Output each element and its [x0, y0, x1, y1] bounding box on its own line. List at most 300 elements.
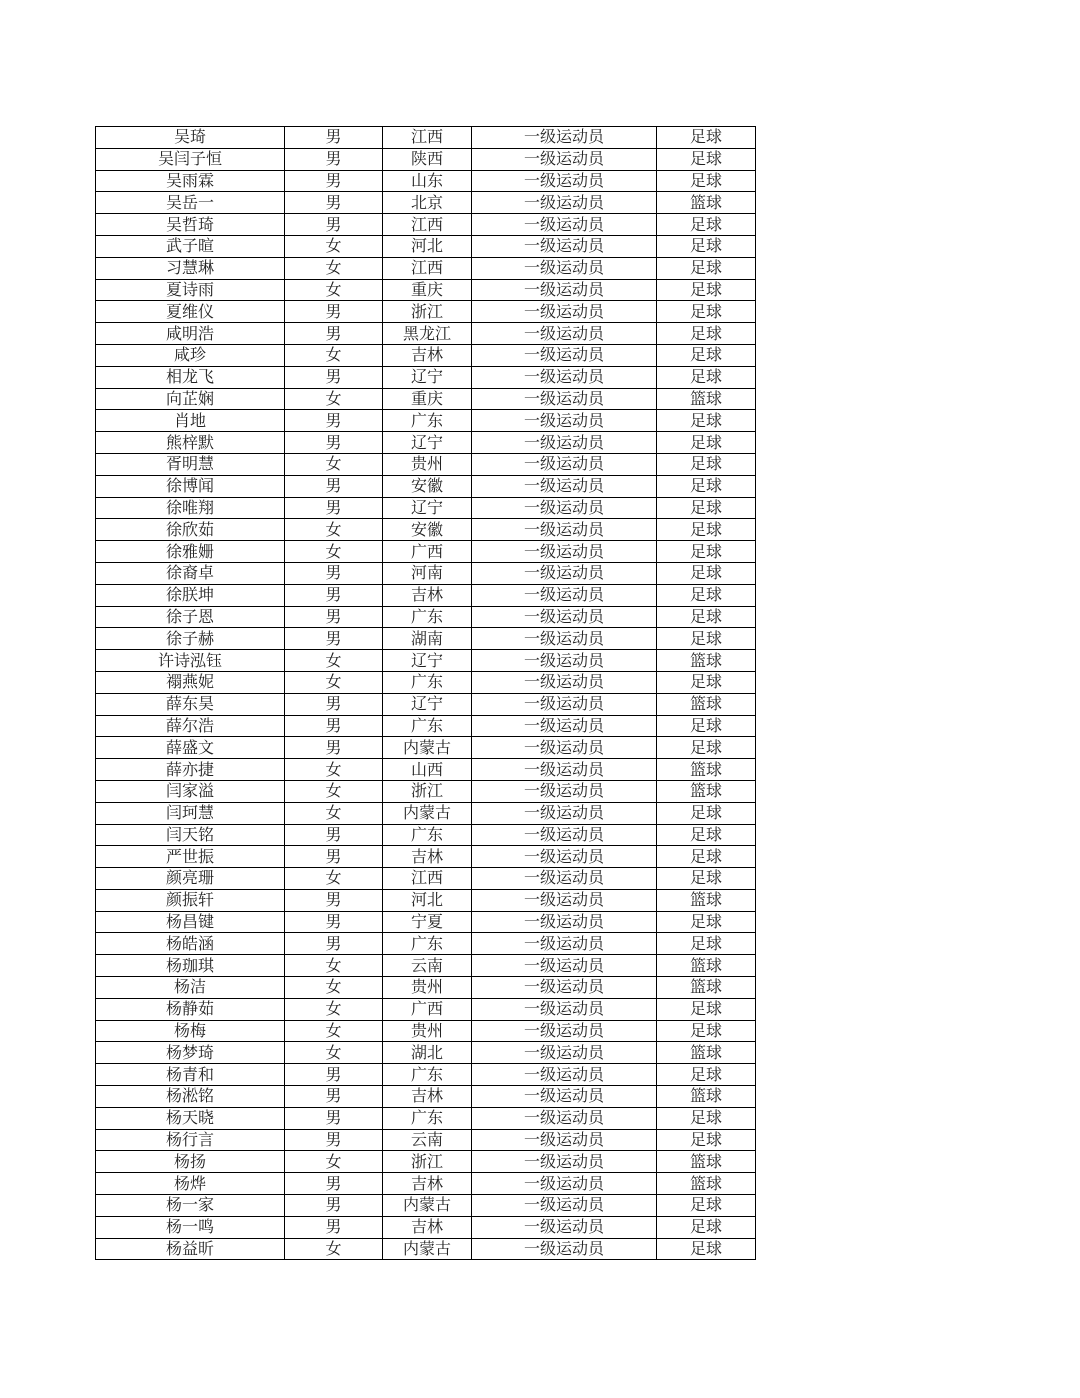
sport-cell: 篮球 [657, 192, 756, 214]
name-cell: 夏诗雨 [96, 279, 285, 301]
level-cell: 一级运动员 [472, 410, 657, 432]
gender-cell: 男 [285, 323, 383, 345]
level-cell: 一级运动员 [472, 1151, 657, 1173]
province-cell: 贵州 [383, 1020, 472, 1042]
sport-cell: 足球 [657, 606, 756, 628]
name-cell: 禤燕妮 [96, 671, 285, 693]
table-row [96, 235, 756, 257]
table-row [96, 650, 756, 672]
name-cell: 咸珍 [96, 344, 285, 366]
sport-cell: 足球 [657, 933, 756, 955]
level-cell: 一级运动员 [472, 323, 657, 345]
level-cell: 一级运动员 [472, 1107, 657, 1129]
table-row [96, 1129, 756, 1151]
province-cell: 云南 [383, 955, 472, 977]
table-row [96, 933, 756, 955]
sport-cell: 足球 [657, 432, 756, 454]
level-cell: 一级运动员 [472, 432, 657, 454]
level-cell: 一级运动员 [472, 802, 657, 824]
name-cell: 徐雅姗 [96, 541, 285, 563]
sport-cell: 篮球 [657, 650, 756, 672]
sport-cell: 足球 [657, 127, 756, 149]
name-cell: 徐朕坤 [96, 584, 285, 606]
level-cell: 一级运动员 [472, 606, 657, 628]
level-cell: 一级运动员 [472, 127, 657, 149]
sport-cell: 足球 [657, 323, 756, 345]
province-cell: 贵州 [383, 977, 472, 999]
gender-cell: 男 [285, 562, 383, 584]
name-cell: 薛尔浩 [96, 715, 285, 737]
table-row [96, 388, 756, 410]
table-row [96, 148, 756, 170]
table-row [96, 323, 756, 345]
gender-cell: 男 [285, 1216, 383, 1238]
gender-cell: 女 [285, 388, 383, 410]
province-cell: 北京 [383, 192, 472, 214]
name-cell: 杨行言 [96, 1129, 285, 1151]
name-cell: 颜亮珊 [96, 868, 285, 890]
sport-cell: 足球 [657, 998, 756, 1020]
sport-cell: 足球 [657, 628, 756, 650]
table-row [96, 868, 756, 890]
sport-cell: 足球 [657, 911, 756, 933]
level-cell: 一级运动员 [472, 1064, 657, 1086]
name-cell: 杨天晓 [96, 1107, 285, 1129]
table-row [96, 1064, 756, 1086]
level-cell: 一级运动员 [472, 846, 657, 868]
level-cell: 一级运动员 [472, 955, 657, 977]
level-cell: 一级运动员 [472, 650, 657, 672]
gender-cell: 女 [285, 519, 383, 541]
gender-cell: 女 [285, 671, 383, 693]
gender-cell: 女 [285, 1151, 383, 1173]
gender-cell: 男 [285, 715, 383, 737]
level-cell: 一级运动员 [472, 1020, 657, 1042]
gender-cell: 男 [285, 497, 383, 519]
sport-cell: 足球 [657, 1216, 756, 1238]
level-cell: 一级运动员 [472, 192, 657, 214]
level-cell: 一级运动员 [472, 584, 657, 606]
sport-cell: 足球 [657, 410, 756, 432]
province-cell: 山东 [383, 170, 472, 192]
gender-cell: 女 [285, 257, 383, 279]
gender-cell: 男 [285, 301, 383, 323]
table-row [96, 127, 756, 149]
sport-cell: 足球 [657, 824, 756, 846]
name-cell: 闫天铭 [96, 824, 285, 846]
level-cell: 一级运动员 [472, 562, 657, 584]
table-row [96, 780, 756, 802]
table-row [96, 759, 756, 781]
gender-cell: 男 [285, 192, 383, 214]
province-cell: 湖北 [383, 1042, 472, 1064]
level-cell: 一级运动员 [472, 1238, 657, 1260]
name-cell: 吴岳一 [96, 192, 285, 214]
sport-cell: 足球 [657, 497, 756, 519]
level-cell: 一级运动员 [472, 279, 657, 301]
name-cell: 肖地 [96, 410, 285, 432]
table-row [96, 628, 756, 650]
sport-cell: 篮球 [657, 955, 756, 977]
table-row [96, 1151, 756, 1173]
sport-cell: 篮球 [657, 977, 756, 999]
gender-cell: 女 [285, 955, 383, 977]
level-cell: 一级运动员 [472, 1173, 657, 1195]
gender-cell: 男 [285, 170, 383, 192]
table-row [96, 606, 756, 628]
sport-cell: 足球 [657, 148, 756, 170]
table-row [96, 977, 756, 999]
name-cell: 徐裔卓 [96, 562, 285, 584]
name-cell: 杨梅 [96, 1020, 285, 1042]
name-cell: 向芷娴 [96, 388, 285, 410]
name-cell: 徐欣茹 [96, 519, 285, 541]
table-row [96, 344, 756, 366]
level-cell: 一级运动员 [472, 759, 657, 781]
name-cell: 胥明慧 [96, 453, 285, 475]
name-cell: 徐博闻 [96, 475, 285, 497]
table-row [96, 955, 756, 977]
sport-cell: 足球 [657, 1129, 756, 1151]
table-row [96, 693, 756, 715]
gender-cell: 男 [285, 911, 383, 933]
province-cell: 吉林 [383, 344, 472, 366]
name-cell: 杨一家 [96, 1195, 285, 1217]
name-cell: 杨益昕 [96, 1238, 285, 1260]
province-cell: 吉林 [383, 1216, 472, 1238]
table-row [96, 366, 756, 388]
level-cell: 一级运动员 [472, 1042, 657, 1064]
name-cell: 闫家溢 [96, 780, 285, 802]
table-row [96, 1195, 756, 1217]
gender-cell: 男 [285, 693, 383, 715]
table-row [96, 432, 756, 454]
level-cell: 一级运动员 [472, 475, 657, 497]
level-cell: 一级运动员 [472, 497, 657, 519]
province-cell: 吉林 [383, 1086, 472, 1108]
sport-cell: 足球 [657, 1107, 756, 1129]
gender-cell: 男 [285, 889, 383, 911]
province-cell: 河北 [383, 235, 472, 257]
table-row [96, 192, 756, 214]
level-cell: 一级运动员 [472, 519, 657, 541]
level-cell: 一级运动员 [472, 1086, 657, 1108]
province-cell: 黑龙江 [383, 323, 472, 345]
province-cell: 江西 [383, 868, 472, 890]
gender-cell: 男 [285, 410, 383, 432]
name-cell: 杨静茹 [96, 998, 285, 1020]
sport-cell: 足球 [657, 475, 756, 497]
level-cell: 一级运动员 [472, 977, 657, 999]
gender-cell: 男 [285, 1195, 383, 1217]
gender-cell: 女 [285, 977, 383, 999]
level-cell: 一级运动员 [472, 235, 657, 257]
level-cell: 一级运动员 [472, 541, 657, 563]
table-row [96, 1216, 756, 1238]
table-row [96, 1107, 756, 1129]
level-cell: 一级运动员 [472, 911, 657, 933]
province-cell: 广东 [383, 671, 472, 693]
gender-cell: 男 [285, 584, 383, 606]
sport-cell: 足球 [657, 301, 756, 323]
province-cell: 宁夏 [383, 911, 472, 933]
level-cell: 一级运动员 [472, 366, 657, 388]
name-cell: 杨珈琪 [96, 955, 285, 977]
level-cell: 一级运动员 [472, 301, 657, 323]
sport-cell: 足球 [657, 1064, 756, 1086]
sport-cell: 篮球 [657, 1151, 756, 1173]
table-row [96, 257, 756, 279]
sport-cell: 足球 [657, 541, 756, 563]
name-cell: 相龙飞 [96, 366, 285, 388]
gender-cell: 男 [285, 148, 383, 170]
province-cell: 安徽 [383, 519, 472, 541]
province-cell: 吉林 [383, 584, 472, 606]
level-cell: 一级运动员 [472, 693, 657, 715]
level-cell: 一级运动员 [472, 628, 657, 650]
gender-cell: 女 [285, 759, 383, 781]
level-cell: 一级运动员 [472, 780, 657, 802]
table-row [96, 737, 756, 759]
province-cell: 内蒙古 [383, 1238, 472, 1260]
sport-cell: 足球 [657, 344, 756, 366]
sport-cell: 足球 [657, 868, 756, 890]
province-cell: 湖南 [383, 628, 472, 650]
sport-cell: 足球 [657, 279, 756, 301]
province-cell: 江西 [383, 214, 472, 236]
table-row [96, 846, 756, 868]
table-row [96, 584, 756, 606]
gender-cell: 男 [285, 846, 383, 868]
level-cell: 一级运动员 [472, 715, 657, 737]
gender-cell: 女 [285, 802, 383, 824]
level-cell: 一级运动员 [472, 933, 657, 955]
province-cell: 广东 [383, 1107, 472, 1129]
athlete-table [95, 126, 756, 1260]
gender-cell: 女 [285, 1238, 383, 1260]
table-row [96, 998, 756, 1020]
sport-cell: 足球 [657, 1020, 756, 1042]
province-cell: 山西 [383, 759, 472, 781]
province-cell: 陕西 [383, 148, 472, 170]
province-cell: 广东 [383, 933, 472, 955]
level-cell: 一级运动员 [472, 453, 657, 475]
gender-cell: 女 [285, 998, 383, 1020]
gender-cell: 男 [285, 628, 383, 650]
gender-cell: 男 [285, 933, 383, 955]
province-cell: 广东 [383, 606, 472, 628]
level-cell: 一级运动员 [472, 170, 657, 192]
gender-cell: 男 [285, 475, 383, 497]
level-cell: 一级运动员 [472, 1129, 657, 1151]
level-cell: 一级运动员 [472, 889, 657, 911]
athlete-table-body [96, 127, 756, 1260]
table-row [96, 519, 756, 541]
province-cell: 河南 [383, 562, 472, 584]
province-cell: 重庆 [383, 279, 472, 301]
gender-cell: 男 [285, 127, 383, 149]
gender-cell: 男 [285, 1129, 383, 1151]
province-cell: 广东 [383, 1064, 472, 1086]
sport-cell: 篮球 [657, 780, 756, 802]
gender-cell: 女 [285, 868, 383, 890]
name-cell: 吴哲琦 [96, 214, 285, 236]
name-cell: 习慧琳 [96, 257, 285, 279]
level-cell: 一级运动员 [472, 671, 657, 693]
sport-cell: 篮球 [657, 1173, 756, 1195]
sport-cell: 足球 [657, 214, 756, 236]
gender-cell: 男 [285, 606, 383, 628]
province-cell: 辽宁 [383, 497, 472, 519]
sport-cell: 足球 [657, 1238, 756, 1260]
gender-cell: 女 [285, 453, 383, 475]
province-cell: 江西 [383, 127, 472, 149]
name-cell: 严世振 [96, 846, 285, 868]
gender-cell: 男 [285, 1173, 383, 1195]
name-cell: 熊梓默 [96, 432, 285, 454]
table-row [96, 911, 756, 933]
table-row [96, 497, 756, 519]
gender-cell: 男 [285, 214, 383, 236]
name-cell: 杨扬 [96, 1151, 285, 1173]
sport-cell: 篮球 [657, 889, 756, 911]
name-cell: 吴雨霖 [96, 170, 285, 192]
province-cell: 辽宁 [383, 366, 472, 388]
sport-cell: 足球 [657, 802, 756, 824]
sport-cell: 篮球 [657, 1086, 756, 1108]
sport-cell: 足球 [657, 257, 756, 279]
table-row [96, 214, 756, 236]
table-row [96, 541, 756, 563]
province-cell: 安徽 [383, 475, 472, 497]
name-cell: 颜振轩 [96, 889, 285, 911]
province-cell: 内蒙古 [383, 1195, 472, 1217]
province-cell: 重庆 [383, 388, 472, 410]
table-row [96, 1042, 756, 1064]
table-row [96, 453, 756, 475]
name-cell: 杨淞铭 [96, 1086, 285, 1108]
name-cell: 闫珂慧 [96, 802, 285, 824]
name-cell: 夏维仪 [96, 301, 285, 323]
name-cell: 许诗泓钰 [96, 650, 285, 672]
level-cell: 一级运动员 [472, 1216, 657, 1238]
name-cell: 咸明浩 [96, 323, 285, 345]
table-row [96, 1238, 756, 1260]
name-cell: 徐子赫 [96, 628, 285, 650]
name-cell: 杨昌键 [96, 911, 285, 933]
table-row [96, 802, 756, 824]
table-row [96, 562, 756, 584]
table-row [96, 889, 756, 911]
province-cell: 辽宁 [383, 432, 472, 454]
table-row [96, 715, 756, 737]
level-cell: 一级运动员 [472, 1195, 657, 1217]
province-cell: 浙江 [383, 301, 472, 323]
level-cell: 一级运动员 [472, 998, 657, 1020]
province-cell: 内蒙古 [383, 737, 472, 759]
sport-cell: 足球 [657, 562, 756, 584]
province-cell: 广东 [383, 824, 472, 846]
gender-cell: 男 [285, 1086, 383, 1108]
province-cell: 云南 [383, 1129, 472, 1151]
level-cell: 一级运动员 [472, 737, 657, 759]
gender-cell: 女 [285, 279, 383, 301]
province-cell: 广西 [383, 541, 472, 563]
sport-cell: 足球 [657, 584, 756, 606]
province-cell: 贵州 [383, 453, 472, 475]
sport-cell: 足球 [657, 1195, 756, 1217]
table-row [96, 301, 756, 323]
sport-cell: 足球 [657, 366, 756, 388]
sport-cell: 足球 [657, 170, 756, 192]
name-cell: 薛东昊 [96, 693, 285, 715]
province-cell: 内蒙古 [383, 802, 472, 824]
sport-cell: 足球 [657, 737, 756, 759]
name-cell: 杨梦琦 [96, 1042, 285, 1064]
province-cell: 吉林 [383, 1173, 472, 1195]
name-cell: 杨烨 [96, 1173, 285, 1195]
level-cell: 一级运动员 [472, 824, 657, 846]
province-cell: 广西 [383, 998, 472, 1020]
gender-cell: 女 [285, 344, 383, 366]
name-cell: 杨一鸣 [96, 1216, 285, 1238]
table-row [96, 475, 756, 497]
table-row [96, 1020, 756, 1042]
gender-cell: 男 [285, 1064, 383, 1086]
name-cell: 徐唯翔 [96, 497, 285, 519]
sport-cell: 足球 [657, 715, 756, 737]
province-cell: 广东 [383, 410, 472, 432]
table-row [96, 824, 756, 846]
name-cell: 杨青和 [96, 1064, 285, 1086]
name-cell: 杨洁 [96, 977, 285, 999]
province-cell: 辽宁 [383, 693, 472, 715]
gender-cell: 男 [285, 1107, 383, 1129]
name-cell: 吴琦 [96, 127, 285, 149]
gender-cell: 男 [285, 737, 383, 759]
sport-cell: 篮球 [657, 693, 756, 715]
province-cell: 河北 [383, 889, 472, 911]
gender-cell: 女 [285, 235, 383, 257]
sport-cell: 足球 [657, 519, 756, 541]
province-cell: 浙江 [383, 780, 472, 802]
table-row [96, 170, 756, 192]
gender-cell: 男 [285, 366, 383, 388]
table-row [96, 1086, 756, 1108]
gender-cell: 女 [285, 1042, 383, 1064]
name-cell: 杨皓涵 [96, 933, 285, 955]
table-row [96, 671, 756, 693]
gender-cell: 女 [285, 650, 383, 672]
gender-cell: 男 [285, 432, 383, 454]
province-cell: 广东 [383, 715, 472, 737]
sport-cell: 篮球 [657, 759, 756, 781]
name-cell: 武子暄 [96, 235, 285, 257]
sport-cell: 篮球 [657, 388, 756, 410]
name-cell: 吴闫子恒 [96, 148, 285, 170]
level-cell: 一级运动员 [472, 868, 657, 890]
level-cell: 一级运动员 [472, 257, 657, 279]
province-cell: 江西 [383, 257, 472, 279]
province-cell: 吉林 [383, 846, 472, 868]
level-cell: 一级运动员 [472, 214, 657, 236]
level-cell: 一级运动员 [472, 388, 657, 410]
name-cell: 薛盛文 [96, 737, 285, 759]
sport-cell: 足球 [657, 671, 756, 693]
level-cell: 一级运动员 [472, 344, 657, 366]
sport-cell: 篮球 [657, 1042, 756, 1064]
table-row [96, 279, 756, 301]
